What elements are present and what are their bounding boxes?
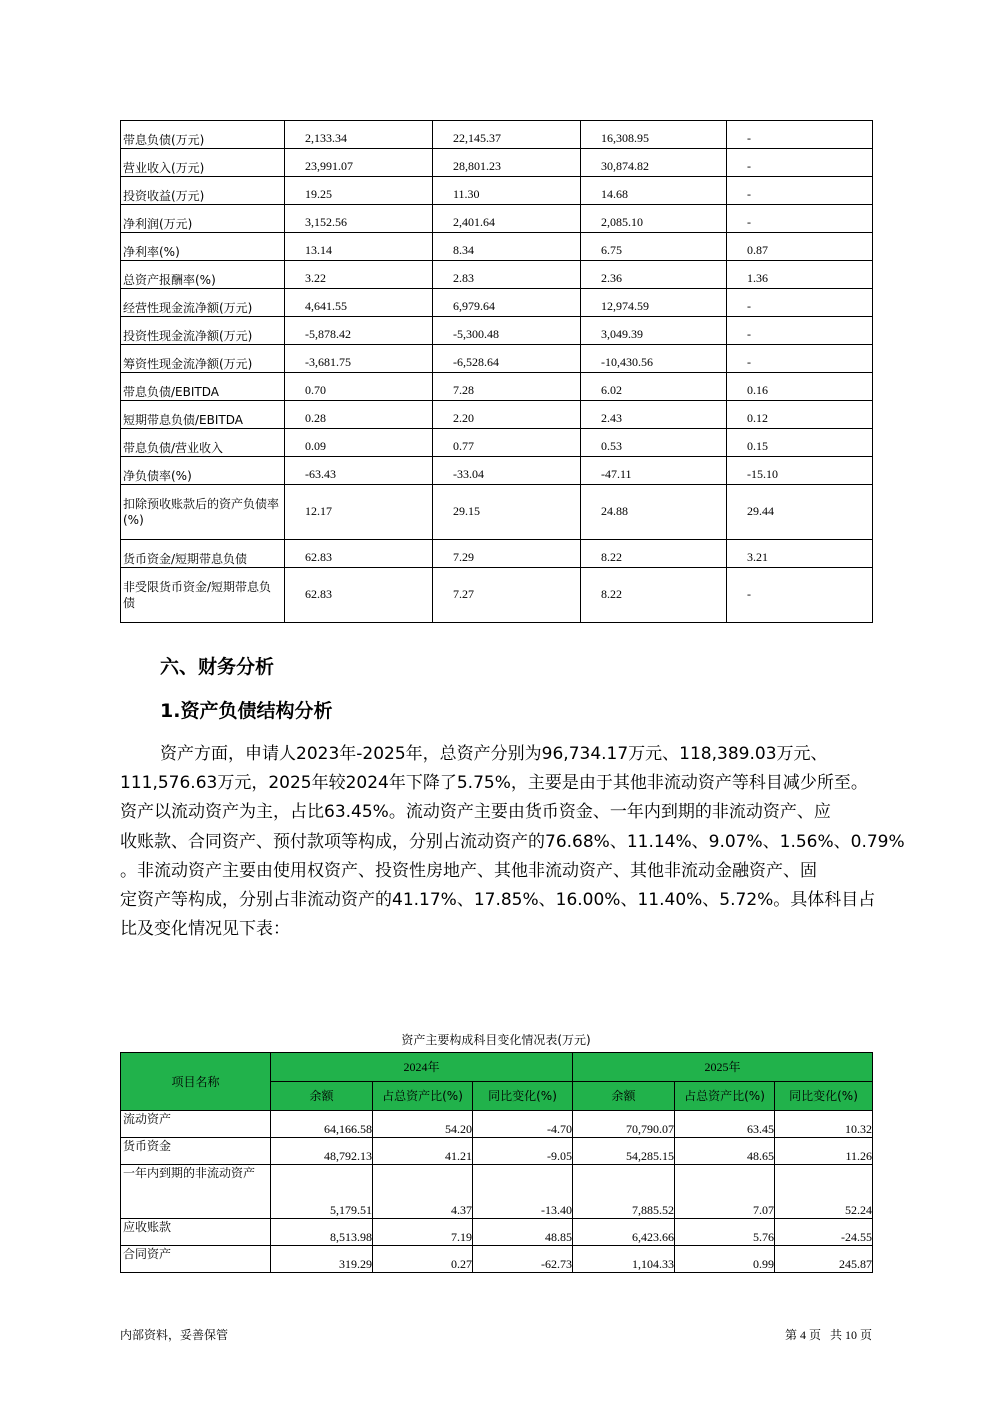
asset-value: 48,792.13 [271,1138,373,1165]
indicator-value: - [727,568,873,623]
indicator-label: 净利率(%) [121,233,285,261]
indicator-value: 4,641.55 [285,289,433,317]
indicator-value: 7.27 [433,568,581,623]
table-row [121,233,873,261]
indicator-value: 6.02 [581,373,727,401]
indicator-label: 货币资金/短期带息负债 [121,540,285,568]
table-row [121,345,873,373]
paragraph-line: 。非流动资产主要由使用权资产、投资性房地产、其他非流动资产、其他非流动金融资产、固 [120,860,817,881]
table-row [121,261,873,289]
indicator-value: 19.25 [285,177,433,205]
indicator-value: 2.20 [433,401,581,429]
indicator-value: 6,979.64 [433,289,581,317]
indicator-value: 3,049.39 [581,317,727,345]
header-change-2025: 同比变化(%) [775,1082,873,1111]
asset-value: 6,423.66 [573,1219,675,1246]
subsection-heading: 1.资产负债结构分析 [160,700,333,722]
asset-value: 0.27 [373,1246,473,1273]
indicator-value: 0.70 [285,373,433,401]
indicator-label: 带息负债/营业收入 [121,429,285,457]
table-row [121,1165,873,1219]
asset-value: 48.65 [675,1138,775,1165]
indicator-label: 总资产报酬率(%) [121,261,285,289]
asset-value: -62.73 [473,1246,573,1273]
asset-table-caption: 资产主要构成科目变化情况表(万元) [401,1033,591,1047]
indicator-label: 经营性现金流净额(万元) [121,289,285,317]
indicator-value: - [727,205,873,233]
indicator-value: 2.83 [433,261,581,289]
indicator-value: 14.68 [581,177,727,205]
table-row [121,1111,873,1138]
indicator-value: 2,401.64 [433,205,581,233]
indicator-value: - [727,345,873,373]
header-year-2025: 2025年 [573,1053,873,1082]
indicator-value: 62.83 [285,568,433,623]
indicator-value: -63.43 [285,457,433,485]
indicator-value: - [727,289,873,317]
table-row [121,317,873,345]
asset-item-name: 流动资产 [121,1111,271,1138]
table-row [121,1246,873,1273]
indicator-label: 扣除预收账款后的资产负债率(%) [121,485,285,540]
indicator-value: 16,308.95 [581,121,727,149]
indicator-value: 28,801.23 [433,149,581,177]
indicator-value: 8.22 [581,568,727,623]
paragraph-line: 比及变化情况见下表： [120,919,290,940]
indicator-value: 13.14 [285,233,433,261]
indicator-value: 24.88 [581,485,727,540]
indicator-value: 8.22 [581,540,727,568]
paragraph-line: 资产以流动资产为主，占比63.45%。流动资产主要由货币资金、一年内到期的非流动资产、应 [120,802,831,823]
table-row [121,373,873,401]
indicator-value: 2.43 [581,401,727,429]
asset-value: 48.85 [473,1219,573,1246]
header-ratio-2024: 占总资产比(%) [373,1082,473,1111]
table-row [121,457,873,485]
indicator-value: 23,991.07 [285,149,433,177]
asset-value: 4.37 [373,1165,473,1219]
header-item-name: 项目名称 [121,1053,271,1111]
indicator-value: -5,300.48 [433,317,581,345]
indicator-value: -3,681.75 [285,345,433,373]
indicator-label: 投资收益(万元) [121,177,285,205]
indicator-value: 0.53 [581,429,727,457]
header-balance-2024: 余额 [271,1082,373,1111]
header-year-2024: 2024年 [271,1053,573,1082]
analysis-paragraph [120,740,905,944]
asset-value: 70,790.07 [573,1111,675,1138]
indicator-value: 12,974.59 [581,289,727,317]
table-row [121,568,873,623]
indicator-value: 12.17 [285,485,433,540]
indicator-value: 3,152.56 [285,205,433,233]
section-heading: 六、财务分析 [160,656,275,678]
table-row [121,429,873,457]
asset-item-name: 货币资金 [121,1138,271,1165]
indicator-value: -10,430.56 [581,345,727,373]
indicator-value: -47.11 [581,457,727,485]
indicator-label: 营业收入(万元) [121,149,285,177]
asset-value: 8,513.98 [271,1219,373,1246]
indicator-value: 0.16 [727,373,873,401]
indicator-value: 29.44 [727,485,873,540]
asset-value: 11.26 [775,1138,873,1165]
table-row [121,205,873,233]
asset-value: 63.45 [675,1111,775,1138]
table-row [121,485,873,540]
indicator-label: 非受限货币资金/短期带息负债 [121,568,285,623]
financial-indicator-table [120,120,873,623]
indicator-label: 投资性现金流净额(万元) [121,317,285,345]
indicator-value: 62.83 [285,540,433,568]
indicator-value: -5,878.42 [285,317,433,345]
asset-structure-table [120,1052,873,1273]
indicator-value: - [727,177,873,205]
footer-page-number: 第 4 页 共 10 页 [784,1328,872,1342]
indicator-value: 2,085.10 [581,205,727,233]
indicator-value: 0.12 [727,401,873,429]
indicator-value: 3.21 [727,540,873,568]
table-row [121,289,873,317]
indicator-value: 0.87 [727,233,873,261]
indicator-value: 30,874.82 [581,149,727,177]
asset-value: 54,285.15 [573,1138,675,1165]
indicator-value: 2,133.34 [285,121,433,149]
indicator-value: 11.30 [433,177,581,205]
indicator-value: 0.09 [285,429,433,457]
indicator-label: 带息负债(万元) [121,121,285,149]
indicator-value: 0.15 [727,429,873,457]
asset-value: 319.29 [271,1246,373,1273]
asset-value: -24.55 [775,1219,873,1246]
indicator-value: 6.75 [581,233,727,261]
indicator-value: 8.34 [433,233,581,261]
indicator-value: 0.77 [433,429,581,457]
table-row [121,121,873,149]
asset-value: -13.40 [473,1165,573,1219]
asset-table-body [121,1111,873,1273]
asset-value: 245.87 [775,1246,873,1273]
indicator-label: 净利润(万元) [121,205,285,233]
indicator-value: 7.28 [433,373,581,401]
indicator-value: 1.36 [727,261,873,289]
indicator-label: 短期带息负债/EBITDA [121,401,285,429]
indicator-value: -33.04 [433,457,581,485]
indicator-value: 3.22 [285,261,433,289]
asset-value: 10.32 [775,1111,873,1138]
header-balance-2025: 余额 [573,1082,675,1111]
table-row [121,401,873,429]
asset-item-name: 应收账款 [121,1219,271,1246]
table-row [121,1138,873,1165]
table-row [121,1219,873,1246]
asset-value: -9.05 [473,1138,573,1165]
indicator-value: 22,145.37 [433,121,581,149]
table-row [121,540,873,568]
asset-item-name: 一年内到期的非流动资产 [121,1165,271,1219]
asset-value: 7.19 [373,1219,473,1246]
indicator-value: - [727,149,873,177]
header-change-2024: 同比变化(%) [473,1082,573,1111]
indicator-value: -6,528.64 [433,345,581,373]
indicator-value: 2.36 [581,261,727,289]
asset-value: 5,179.51 [271,1165,373,1219]
indicator-table-body [121,121,873,623]
indicator-label: 净负债率(%) [121,457,285,485]
header-ratio-2025: 占总资产比(%) [675,1082,775,1111]
asset-value: -4.70 [473,1111,573,1138]
asset-value: 5.76 [675,1219,775,1246]
indicator-value: - [727,317,873,345]
indicator-value: 29.15 [433,485,581,540]
asset-value: 54.20 [373,1111,473,1138]
asset-value: 64,166.58 [271,1111,373,1138]
asset-value: 52.24 [775,1165,873,1219]
paragraph-line: 收账款、合同资产、预付款项等构成，分别占流动资产的76.68%、11.14%、9.07%、1.56%、0.79% [120,831,905,852]
paragraph-line: 111,576.63万元，2025年较2024年下降了5.75%，主要是由于其他非流动资产等科目减少所至。 [120,773,868,794]
asset-value: 41.21 [373,1138,473,1165]
asset-item-name: 合同资产 [121,1246,271,1273]
asset-value: 7,885.52 [573,1165,675,1219]
paragraph-line: 定资产等构成，分别占非流动资产的41.17%、17.85%、16.00%、11.40%、5.72%。具体科目占 [120,890,876,911]
asset-value: 0.99 [675,1246,775,1273]
asset-value: 1,104.33 [573,1246,675,1273]
table-row [121,149,873,177]
asset-value: 7.07 [675,1165,775,1219]
indicator-value: -15.10 [727,457,873,485]
footer-confidential-note: 内部资料，妥善保管 [120,1328,229,1342]
indicator-value: - [727,121,873,149]
indicator-value: 0.28 [285,401,433,429]
paragraph-line: 资产方面，申请人2023年-2025年，总资产分别为96,734.17万元、118,389.03万元、 [160,744,828,764]
indicator-label: 筹资性现金流净额(万元) [121,345,285,373]
indicator-value: 7.29 [433,540,581,568]
table-row [121,177,873,205]
indicator-label: 带息负债/EBITDA [121,373,285,401]
